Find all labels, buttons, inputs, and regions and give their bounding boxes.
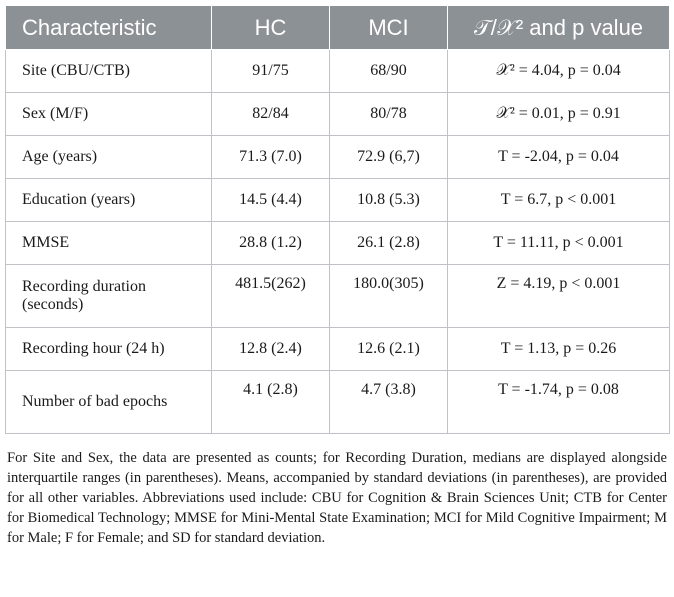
hc-value: 4.1 (2.8) <box>212 371 330 434</box>
table-row <box>6 371 670 434</box>
hc-value: 82/84 <box>212 93 330 136</box>
mci-value: 10.8 (5.3) <box>330 179 448 222</box>
hc-value: 14.5 (4.4) <box>212 179 330 222</box>
header-characteristic: Characteristic <box>6 6 212 50</box>
stat-value: T = 1.13, p = 0.26 <box>448 328 670 371</box>
mci-value: 80/78 <box>330 93 448 136</box>
row-label: Sex (M/F) <box>6 93 212 136</box>
mci-value: 68/90 <box>330 50 448 93</box>
hc-value: 28.8 (1.2) <box>212 222 330 265</box>
mci-value: 12.6 (2.1) <box>330 328 448 371</box>
row-label: Recording duration (seconds) <box>6 265 212 328</box>
mci-value: 26.1 (2.8) <box>330 222 448 265</box>
stat-value: 𝒳² = 0.01, p = 0.91 <box>448 93 670 136</box>
table-row <box>6 50 670 93</box>
header-mci: MCI <box>330 6 448 50</box>
stat-value: T = -1.74, p = 0.08 <box>448 371 670 434</box>
table-row <box>6 328 670 371</box>
row-label: Number of bad epochs <box>6 371 212 434</box>
characteristics-table <box>5 5 670 434</box>
stat-value: T = 11.11, p < 0.001 <box>448 222 670 265</box>
table-header-row <box>6 6 670 50</box>
row-label: Education (years) <box>6 179 212 222</box>
table-row <box>6 222 670 265</box>
hc-value: 91/75 <box>212 50 330 93</box>
table-row <box>6 179 670 222</box>
header-stat: 𝒯/𝒳² and p value <box>448 6 670 50</box>
table-row <box>6 265 670 328</box>
table-footnote: For Site and Sex, the data are presented as counts; for Recording Duration, medians are displayed alongside interquartile ranges (in parentheses). Means, accompanied by standard deviations (in parentheses), are provided for all other variables. Abbreviations used include: CBU for Cognition & Brain Sciences Unit; CTB for Center for Biomedical Technology; MMSE for Mini-Mental State Examination; MCI for Mild Cognitive Impairment; M for Male; F for Female; and SD for standard deviation. <box>7 450 667 546</box>
hc-value: 71.3 (7.0) <box>212 136 330 179</box>
row-label: Recording hour (24 h) <box>6 328 212 371</box>
stat-value: Z = 4.19, p < 0.001 <box>448 265 670 328</box>
row-label: MMSE <box>6 222 212 265</box>
table-row <box>6 93 670 136</box>
mci-value: 4.7 (3.8) <box>330 371 448 434</box>
mci-value: 72.9 (6,7) <box>330 136 448 179</box>
document <box>5 5 669 563</box>
stat-value: T = -2.04, p = 0.04 <box>448 136 670 179</box>
stat-value: T = 6.7, p < 0.001 <box>448 179 670 222</box>
hc-value: 12.8 (2.4) <box>212 328 330 371</box>
table-row <box>6 136 670 179</box>
stat-value: 𝒳² = 4.04, p = 0.04 <box>448 50 670 93</box>
hc-value: 481.5(262) <box>212 265 330 328</box>
header-hc: HC <box>212 6 330 50</box>
row-label: Site (CBU/CTB) <box>6 50 212 93</box>
mci-value: 180.0(305) <box>330 265 448 328</box>
row-label: Age (years) <box>6 136 212 179</box>
